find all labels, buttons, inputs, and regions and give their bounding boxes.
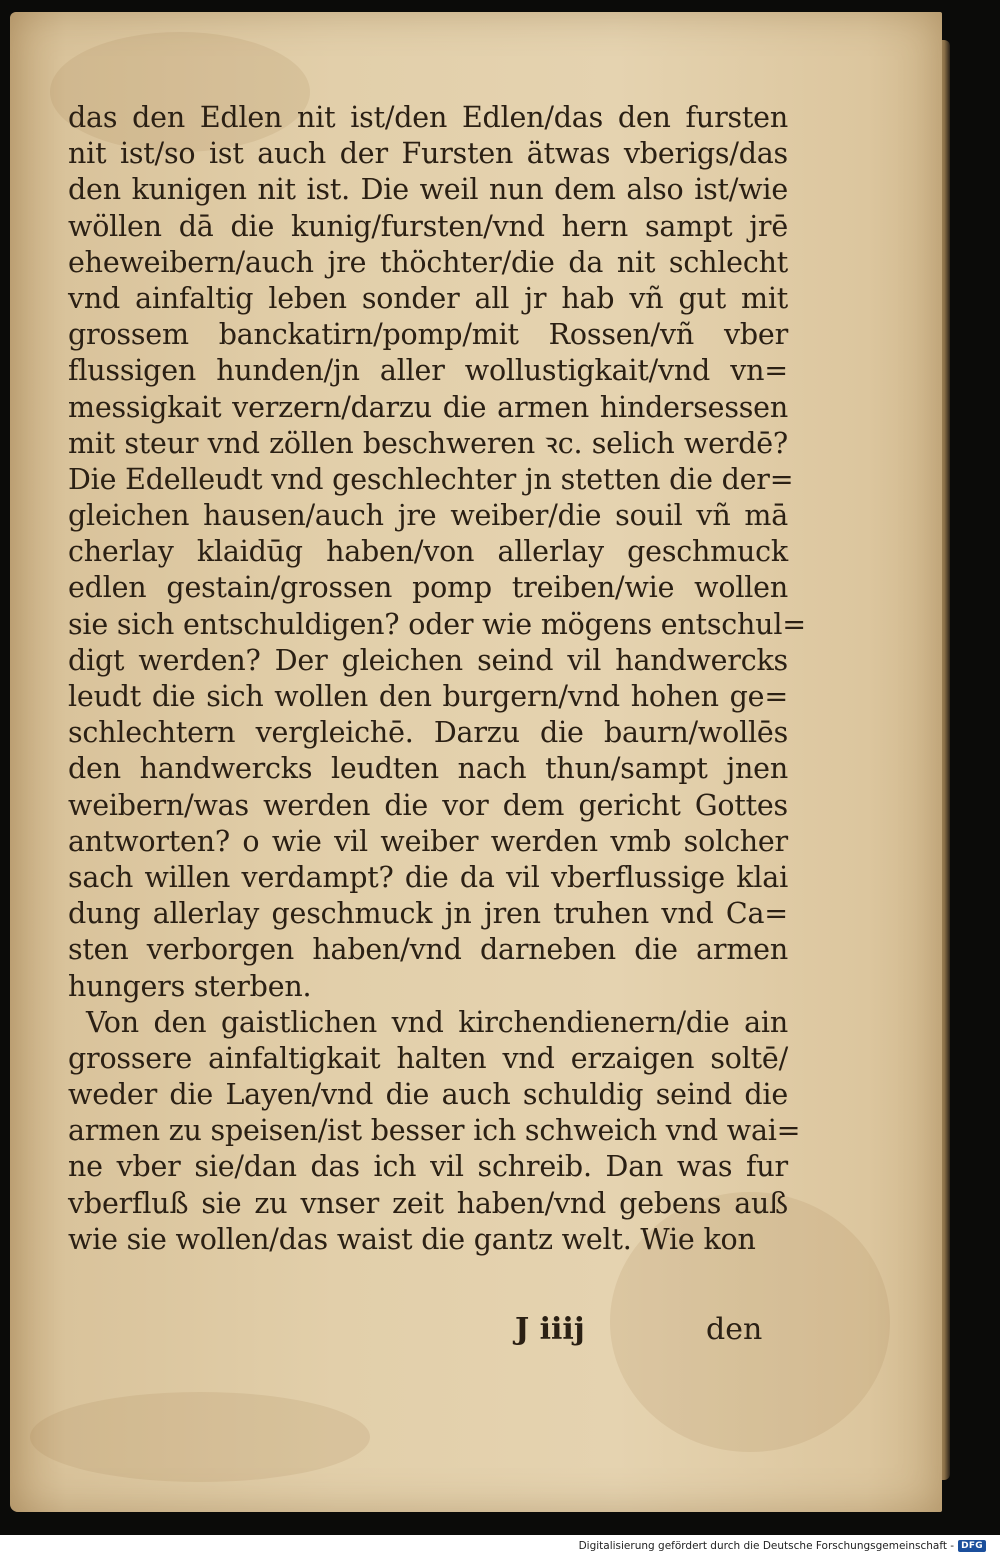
text-line: antworten? o wie vil weiber werden vmb solcher <box>68 824 788 858</box>
text-line: mit steur vnd zöllen beschweren ꝛc. selich werdē? <box>68 426 788 460</box>
text-line: nit ist/so ist auch der Fursten ätwas vberigs/das <box>68 137 788 171</box>
paper-stain <box>30 1392 370 1482</box>
text-line: digt werden? Der gleichen seind vil handwercks <box>68 643 788 677</box>
body-text <box>68 100 806 1258</box>
text-line: vnd ainfaltig leben sonder all jr hab vñ gut mit <box>68 281 788 315</box>
text-line: ne vber sie/dan das ich vil schreib. Dan was fur <box>68 1150 788 1184</box>
dfg-logo: DFG <box>958 1540 986 1552</box>
text-line: weder die Layen/vnd die auch schuldig seind die <box>68 1078 788 1112</box>
text-line: den handwercks leudten nach thun/sampt jnen <box>68 752 788 786</box>
digitization-credit <box>579 1540 986 1552</box>
text-line: sach willen verdampt? die da vil vberflussige klai <box>68 860 788 894</box>
text-line: wöllen dā die kunig/fursten/vnd hern sampt jrē <box>68 209 788 243</box>
text-line: eheweibern/auch jre thöchter/die da nit schlecht <box>68 245 788 279</box>
text-line: weibern/was werden die vor dem gericht Gottes <box>68 788 788 822</box>
credit-text: Digitalisierung gefördert durch die Deutsche Forschungsgemeinschaft - <box>578 1540 955 1552</box>
text-line: messigkait verzern/darzu die armen hindersessen <box>68 390 788 424</box>
text-line: hungers sterben. <box>68 969 312 1003</box>
text-line: vberfluß sie zu vnser zeit haben/vnd gebens auß <box>68 1186 788 1220</box>
text-line: sten verborgen haben/vnd darneben die armen <box>68 933 788 967</box>
text-line: leudt die sich wollen den burgern/vnd hohen ge= <box>68 680 788 713</box>
text-line: wie sie wollen/das waist die gantz welt. Wie kon <box>68 1222 756 1256</box>
text-line: gleichen hausen/auch jre weiber/die souil vñ mā <box>68 499 788 533</box>
text-line: grossem banckatirn/pomp/mit Rossen/vñ vber <box>68 318 788 352</box>
text-line: das den Edlen nit ist/den Edlen/das den fursten <box>68 101 788 134</box>
text-line: edlen gestain/grossen pomp treiben/wie wollen <box>68 571 788 605</box>
text-line: grossere ainfaltigkait halten vnd erzaigen soltē/ <box>68 1041 788 1075</box>
text-line: flussigen hunden/jn aller wollustigkait/vnd vn= <box>68 354 788 388</box>
text-line: schlechtern vergleichē. Darzu die baurn/wollēs <box>68 716 788 750</box>
text-line: armen zu speisen/ist besser ich schweich vnd wai= <box>68 1114 801 1148</box>
text-line: den kunigen nit ist. Die weil nun dem also ist/wie <box>68 173 788 207</box>
text-line: Von den gaistlichen vnd kirchendienern/die ain <box>86 1005 788 1039</box>
signature-mark: J iiij <box>515 1312 585 1347</box>
text-line: cherlay klaidūg haben/von allerlay geschmuck <box>68 535 788 569</box>
text-line: dung allerlay geschmuck jn jren truhen vnd Ca= <box>68 897 788 931</box>
text-line: Die Edelleudt vnd geschlechter jn stetten die der= <box>68 462 794 496</box>
catchword: den <box>706 1312 763 1347</box>
text-line: sie sich entschuldigen? oder wie mögens entschul= <box>68 607 806 641</box>
